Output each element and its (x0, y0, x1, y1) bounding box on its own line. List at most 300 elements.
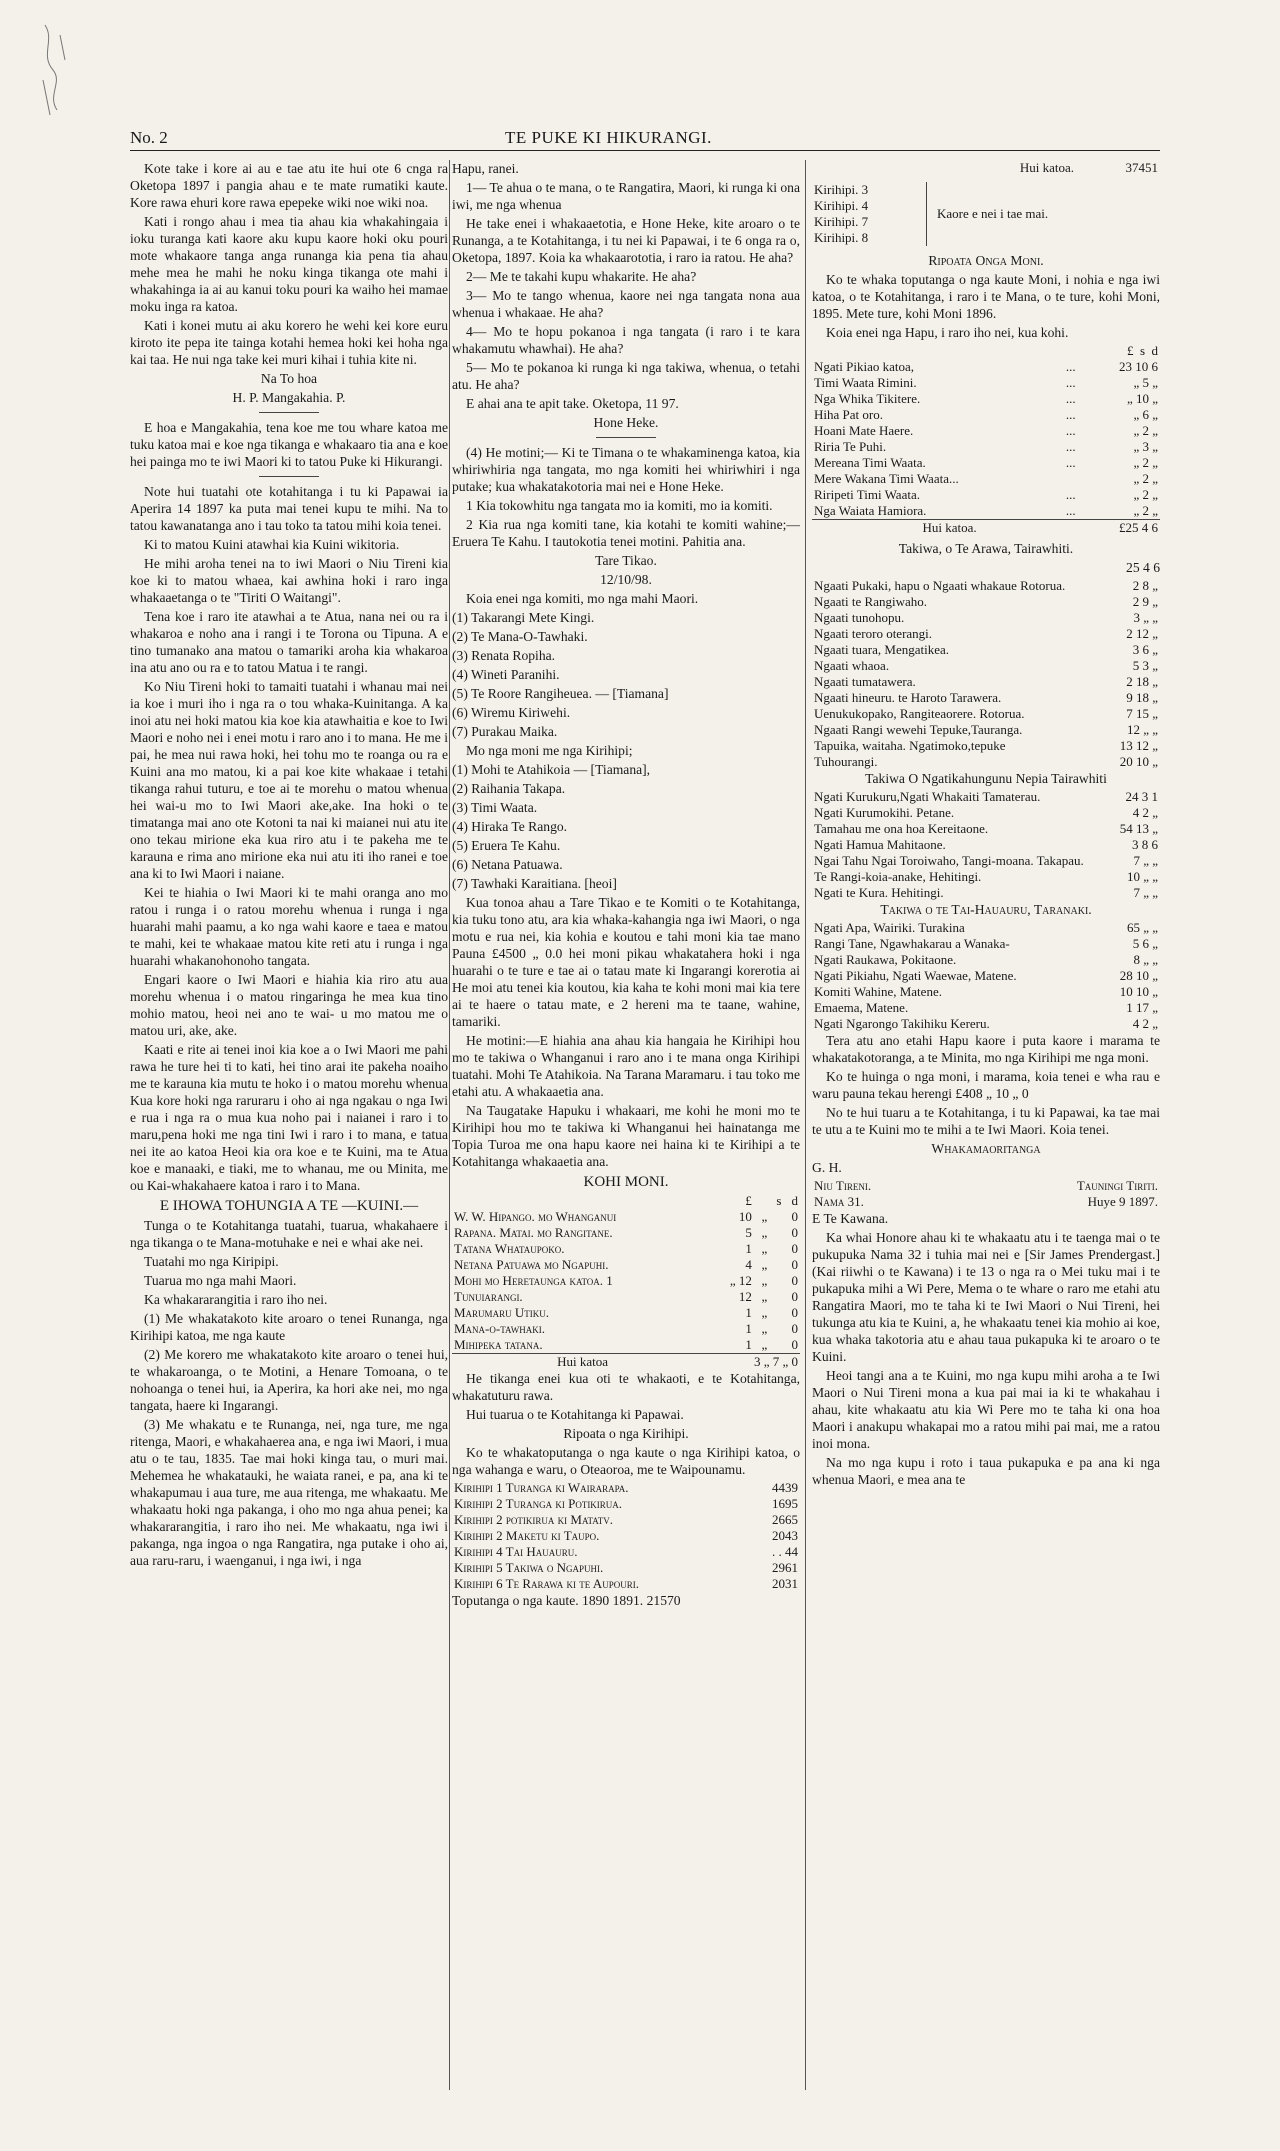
table-row (812, 738, 1160, 754)
amount-cell: 1 17 „ (1126, 1000, 1158, 1015)
sep-cell: „ (761, 1241, 768, 1256)
name-cell: Ngati Hamua Mahitaone. (814, 837, 946, 852)
name-cell: Ngaati tunohopu. (814, 610, 905, 625)
name-cell: Kirihipi 1 Turanga ki Wairarapa. (454, 1480, 629, 1495)
paragraph: 1 Kia tokowhitu nga tangata mo ia komiti, mo ia komiti. (466, 498, 773, 513)
table-row (452, 1576, 800, 1592)
table-row (452, 1512, 800, 1528)
name-cell: Kirihipi 2 Turanga ki Potikirua. (454, 1496, 623, 1511)
list-item: (5) Te Roore Rangiheuea. — [Tiamana] (452, 686, 669, 701)
shilling-cell (769, 1257, 783, 1273)
name-cell: Ngati Pikiahu, Ngati Waewae, Matene. (814, 968, 1017, 983)
table-row (452, 1496, 800, 1512)
value-cell: 2961 (772, 1560, 798, 1575)
list-item: Kirihipi. 7 (814, 214, 869, 229)
signature-date: 12/10/98. (600, 572, 652, 587)
kohi-moni-heading: KOHI MONI. (583, 1174, 669, 1190)
table-row (452, 1321, 800, 1337)
paragraph: 1— Te ahua o te mana, o te Rangatira, Maori, ki runga ki ona iwi, me nga whenua (452, 180, 800, 212)
amount-cell: „ 2 „ (1133, 471, 1158, 486)
name-cell: Mohi mo Heretaunga katoa. 1 (454, 1273, 613, 1288)
kirihipi-missing (812, 182, 1160, 246)
header-cell: d (791, 1193, 798, 1208)
name-cell: Kirihipi 2 Maketu ki Taupo. (454, 1528, 600, 1543)
amount-cell: 2 12 „ (1126, 626, 1158, 641)
table-row (452, 1528, 800, 1544)
money-table (812, 343, 1160, 536)
table-row (812, 1016, 1160, 1032)
paragraph: He take enei i whakaaetotia, e Hone Heke, kite aroaro o te Runanga, a te Kotahitanga, i tu nei ki Papawai, i te 6 onga ra o, Oketopa, 1897. Koia ka whakaarototia, i raro ia ratou. He aha? (452, 216, 800, 265)
list-item: (3) Timi Waata. (452, 800, 538, 815)
list-item: Ka whakararangitia i raro iho nei. (144, 1292, 328, 1307)
name-cell: Nga Waiata Hamiora. (814, 503, 927, 518)
amount-cell: 7 „ „ (1133, 853, 1158, 868)
list-item: (2) Raihania Takapa. (452, 781, 566, 796)
table-row (812, 920, 1160, 936)
table-row (812, 869, 1160, 885)
amount-cell: „ 2 „ (1133, 455, 1158, 470)
paragraph: Ko te whaka toputanga o nga kaute Moni, i nohia e nga iwi katoa, o te Kotahitanga, i raro i te Mana, o te ture, kohi Moni, 1895. Mete ture, kohi Moni 1896. (812, 272, 1160, 321)
amount-cell: „ 10 „ (1126, 391, 1158, 406)
name-cell: Ngati Raukawa, Pokitaone. (814, 952, 957, 967)
paragraph: 3— Mo te tango whenua, kaore nei nga tangata nona aua whenua i whakaae. He aha? (452, 288, 800, 320)
column-rule (805, 160, 806, 2090)
list-item: (4) Hiraka Te Rango. (452, 819, 568, 834)
hui-katoa-row (812, 160, 1160, 176)
paragraph: 5— Mo te pokanoa ki runga ki nga takiwa, whenua, o tetahi atu. He aha? (452, 360, 800, 392)
amount-cell: 12 „ „ (1126, 722, 1158, 737)
column-2 (452, 160, 800, 2120)
pound-cell: „ 12 (729, 1273, 752, 1288)
takiwa-arawa-table (812, 578, 1160, 770)
table-row (452, 1273, 800, 1289)
paragraph: 2 Kia rua nga komiti tane, kia kotahi te komiti wahine;— Eruera Te Kahu. I tautokotia tenei motini. Pahitia ana. (452, 517, 800, 549)
name-cell: Uenukukopako, Rangiteaorere. Rotorua. (814, 706, 1025, 721)
signature-name: Hone Heke. (593, 415, 659, 430)
name-cell: Tapuika, waitaha. Ngatimoko,tepuke (814, 738, 1006, 753)
amount-cell: 10 10 „ (1119, 984, 1158, 999)
table-row (812, 968, 1160, 984)
amount-cell: 10 „ „ (1126, 869, 1158, 884)
name-cell: Ngati te Kura. Hehitingi. (814, 885, 944, 900)
amount-cell: 5 3 „ (1132, 658, 1158, 673)
sub-heading: Ripoata o nga Kirihipi. (563, 1426, 689, 1441)
table-header (452, 1193, 800, 1209)
name-cell: Ngaati teroro oterangi. (814, 626, 933, 641)
table-row (812, 439, 1160, 455)
table-row (812, 503, 1160, 520)
value-cell: . . 44 (772, 1544, 798, 1559)
table-row (812, 471, 1160, 487)
table-row (812, 690, 1160, 706)
hui-value: 37451 (1125, 160, 1158, 175)
paragraph: Na mo nga kupu i roto i taua pukapuka e pa ana ki nga whenua Maori, e mea ana te (812, 1455, 1160, 1487)
paragraph: Ko Niu Tireni hoki to tamaiti tuatahi i whanau mai nei ia koe i muri iho i nga ra o tou whaka-Kuinitanga. A ka inoi atu nei hoki matou kia koe kia atawhaitia e koe to Iwi Maori e noho nei i enei motu i raro ano i to mana. He me i pai, he mea nui rawa hoki, hei tohu mo te roanga ou ra e Kuini ana mo matou, ki a pai koe kite whakaae i tetahi tikanga rahui tuturu, e toe ai te morehu o matou whenua hei wai-u mo to Iwi Maori ake,ake. Ina hoki o te timatanga mai ano ote Kotoni ta nai ki maianei nui atu ite ono tekau mirione eka kua riro atu i te pakeha me te karauna e rima ano mirione eka nui atu iti iho ranei e toe ana ki to Iwi Maori i naiane. (130, 679, 448, 881)
name-cell: Hiha Pat oro. (814, 407, 883, 422)
name-cell: Ngaati hineuru. te Haroto Tarawera. (814, 690, 1002, 705)
paragraph: Ka whai Honore ahau ki te whakaatu atu i te taenga mai o te pukupuka Nama 32 i tuhia mai nei e [Sir James Prendergast.] (Kai riiwhi o te Kawana) i te 13 o nga ra o Mei tuku mai i te pukapuka mihi a Wi Pere, Mema o te whare o raro me etahi atu Rangatira Maori, mo te taha ki te Iwi Maori o Nui Tireni, hei tukunga atu kia te Kuini, a, he whakaatu tenei kia mohio ai koe, kua whaka takotoria atu e ahau taua pukapuka ki te aroaro o te Kuini. (812, 1230, 1160, 1364)
place: Niu Tireni. (814, 1178, 872, 1193)
table-row (812, 642, 1160, 658)
pence-cell: 0 (791, 1257, 798, 1272)
name-cell: Marumaru Utiku. (454, 1305, 549, 1320)
pound-cell: 10 (738, 1209, 752, 1224)
date: Huye 9 1897. (1087, 1194, 1158, 1209)
table-row (812, 674, 1160, 690)
value-cell: 2031 (772, 1576, 798, 1591)
name-cell: Tuhourangi. (814, 754, 878, 769)
table-row (812, 853, 1160, 869)
pence-cell: 0 (791, 1305, 798, 1320)
sep-cell: „ (761, 1257, 768, 1272)
pound-cell: 1 (745, 1305, 752, 1320)
sub-heading: Takiwa O Ngatikahungunu Nepia Tairawhiti (865, 771, 1107, 786)
sub-heading: Whakamaoritanga (931, 1141, 1041, 1156)
table-row (812, 391, 1160, 407)
paragraph: Kei te hiahia o Iwi Maori ki te mahi oranga ano mo ratou i runga i o ratou morehu whenua i runga i nga huarahi mahi paamu, a ko nga wahi kaore e taea e matou te mahi, kei te whakaae matou kite reti atu i runga i nga huarahi whakanohonoho tangata. (130, 885, 448, 968)
paragraph: Kaati e rite ai tenei inoi kia koe a o Iwi Maori me pahi rawa he ture hei ti to kati, hei tino arai ite pakeha noaiho me te karauna kia mutu te hoko i o matou morehu whenua Kua kore hoki nga raruraru i oho ai nga ngakau o nga Iwi e rua i nga ra o mua kua noho pai i naianei i raro i to maru,pena hoki me nga tini Iwi i raro i to mana, e tatua nei ite ao katoa Heoi kia ora koe e te Kuini, ma te Atua koe e manaaki, e tiaki, me to whanau, me ou Minita, me ou Kai-whakahaere katoa i raro i to Mana. (130, 1042, 448, 1193)
dots-cell: ... (1065, 423, 1076, 438)
name-cell: Ngaati Rangi wewehi Tepuke,Tauranga. (814, 722, 1023, 737)
takiwa-kahungunu-table (812, 789, 1160, 901)
list-item: (7) Purakau Maika. (452, 724, 558, 739)
signature-name: Tare Tikao. (595, 553, 657, 568)
name-cell: Ngati Kurumokihi. Petane. (814, 805, 955, 820)
name-cell: Kirihipi 5 Takiwa o Ngapuhi. (454, 1560, 604, 1575)
table-row (812, 594, 1160, 610)
page-header (130, 128, 1160, 151)
name-cell: Ngaati tumatawera. (814, 674, 916, 689)
name-cell: Ngaati Pukaki, hapu o Ngaati whakaue Rotorua. (814, 578, 1066, 593)
signature-name: H. P. Mangakahia. P. (232, 390, 346, 405)
name-cell: Kirihipi 4 Tai Hauauru. (454, 1544, 578, 1559)
name-cell: Tamahau me ona hoa Kereitaone. (814, 821, 989, 836)
paragraph: 4— Mo te hopu pokanoa i nga tangata (i raro i te kara whakamutu whawhai). He aha? (452, 324, 800, 356)
table-row (812, 706, 1160, 722)
paragraph: He tikanga enei kua oti te whakaoti, e te Kotahitanga, whakatuturu rawa. (452, 1371, 800, 1403)
amount-cell: „ 2 „ (1133, 487, 1158, 502)
table-row (812, 359, 1160, 375)
paragraph: He motini:—E hiahia ana ahau kia hangaia he Kirihipi hou mo te takiwa o Whanganui i raro ano i te mana onga Kirihipi tuatahi. Mohi Te Atahikoia. Na Tarana Maramaru. i tau toko me etahi atu. A whakaaetia ana. (452, 1033, 800, 1099)
pound-cell: 12 (738, 1289, 752, 1304)
dots-cell: ... (1065, 407, 1076, 422)
name-cell: Rangi Tane, Ngawhakarau a Wanaka- (814, 936, 1010, 951)
table-row (812, 578, 1160, 594)
amount-cell: „ 5 „ (1133, 375, 1158, 390)
header-cell: s (776, 1193, 782, 1208)
table-row (812, 487, 1160, 503)
table-total-row (812, 520, 1160, 537)
amount-cell: 5 6 „ (1132, 936, 1158, 951)
paragraph: No te hui tuaru a te Kotahitanga, i tu ki Papawai, ka tae mai te utu a te Kuini mo te mihi a te Iwi Maori. Koia tenei. (812, 1105, 1160, 1137)
name-cell: Ngaati te Rangiwaho. (814, 594, 927, 609)
name-cell: Ngaati whaoa. (814, 658, 890, 673)
table-row (812, 821, 1160, 837)
sep-cell: „ (761, 1225, 768, 1240)
list-item: (1) Takarangi Mete Kingi. (452, 610, 595, 625)
shilling-cell (769, 1337, 783, 1354)
table-row (812, 1000, 1160, 1016)
paragraph: Note hui tuatahi ote kotahitanga i tu ki Papawai ia Aperira 14 1897 ka puta mai tenei kupu te mihi. Na to tatou kawanatanga ano i tau toko ta tatou mihi koia tenei. (130, 484, 448, 533)
pound-cell: 1 (745, 1241, 752, 1256)
paragraph: Na Taugatake Hapuku i whakaari, me kohi he moni mo te Kirihipi hou mo te takiwa ki Whanganui hei hainatanga me Topia Turoa me ona hapu kaore nei haina ki te Kirihipi a te Kotahitanga whakaaetia ana. (452, 1103, 800, 1169)
paragraph: Ko te whakatoputanga o nga kaute o nga Kirihipi katoa, o nga wahanga e waru, o Oteaoroa, me te Waipounamu. (452, 1445, 800, 1477)
table-row (812, 455, 1160, 471)
name-cell: Mana-o-tawhaki. (454, 1321, 546, 1336)
shilling-cell (769, 1225, 783, 1241)
paragraph: Kote take i kore ai au e tae atu ite hui ote 6 cnga ra Oketopa 1897 i pangia ahau e te mate rumatiki kaute. Kore rawa ehuri kore rawa epepeke wiki noe wiki noa. (130, 161, 448, 210)
name-cell: Mereana Timi Waata. (814, 455, 926, 470)
salutation: E Te Kawana. (812, 1211, 889, 1226)
amount-cell: 3 8 6 (1132, 837, 1158, 852)
amount-cell: 3 „ „ (1133, 610, 1158, 625)
header-cell: £ s d (1126, 343, 1158, 358)
table-row (452, 1305, 800, 1321)
list-item: Tuarua mo nga mahi Maori. (144, 1273, 297, 1288)
paragraph: 2— Me te takahi kupu whakarite. He aha? (466, 269, 697, 284)
sep-cell: „ (761, 1305, 768, 1320)
kirihipi-total: Toputanga o nga kaute. 1890 1891. 21570 (452, 1593, 681, 1608)
list-item: Kirihipi. 3 (814, 182, 869, 197)
table-row (812, 837, 1160, 853)
amount-cell: 23 10 6 (1119, 359, 1158, 374)
sep-cell: „ (761, 1289, 768, 1304)
shilling-cell (769, 1241, 783, 1257)
carry-value: 25 4 6 (1126, 560, 1160, 575)
amount-cell: „ 3 „ (1133, 439, 1158, 454)
list-item: (4) Wineti Paranihi. (452, 667, 560, 682)
paragraph: Heoi tangi ana a te Kuini, mo nga kupu mihi aroha a te Iwi Maori o Nui Tireni mona a kua pai mai ia ki te whakahau i ahau, kite whakaatu atu kia Wi Pere mo te taha ki ona hoa Maori i anakupu whakapai mo a ratou mihi pai mai, me a ratou inoi mona. (812, 1368, 1160, 1451)
column-3 (812, 160, 1160, 2120)
name-cell: Ngati Pikiao katoa, (814, 359, 915, 374)
paragraph: Hui tuarua o te Kotahitanga ki Papawai. (466, 1407, 684, 1422)
paragraph: E hoa e Mangakahia, tena koe me tou whare katoa me tuku katoa mai e koe nga tikanga e whakaaro tia ana e koe hei painga mo te iwi Maori ki to tatou Puke ki Hikurangi. (130, 420, 448, 469)
value-cell: 2665 (772, 1512, 798, 1527)
dots-cell: ... (1065, 375, 1076, 390)
paragraph: Kati i rongo ahau i mea tia ahau kia whakahingaia i ioku turanga kati kaore aku kupu kaore hoki oku pouri mote whakaore tanga anga runanga kia pena tia ahau mehe mea he mahi he noku kinga tikanga ote mahi i whakahinga ia ai au kanui toku pouri ka waiho hei mamae moku inga ra katoa. (130, 214, 448, 314)
name-cell: Mere Wakana Timi Waata... (814, 471, 959, 486)
table-row (452, 1337, 800, 1354)
masthead: TE PUKE KI HIKURANGI. (505, 128, 712, 147)
table-row (812, 375, 1160, 391)
divider (596, 437, 656, 438)
table-row (452, 1241, 800, 1257)
total-label: Hui katoa. (812, 520, 1087, 537)
sub-heading: Ripoata Onga Moni. (928, 253, 1044, 268)
amount-cell: 28 10 „ (1119, 968, 1158, 983)
name-cell: Kirihipi 2 potikirua ki Matatv. (454, 1512, 613, 1527)
paragraph: Tena koe i raro ite atawhai a te Atua, nana nei ou ra i whakaroa e noho ana i rangi i te Torona ou Tipuna. A e tino tumanako ana matou o tamariki aroha kia whakaroa ina atu ano ou ra e to tatou Matua i te rangi. (130, 609, 448, 675)
table-row (452, 1480, 800, 1496)
name-cell: Nga Whika Tikitere. (814, 391, 921, 406)
kohi-moni-table (452, 1193, 800, 1370)
number: Nama 31. (814, 1194, 864, 1209)
hui-label: Hui katoa. (1019, 160, 1074, 175)
shilling-cell (769, 1273, 783, 1289)
table-row (452, 1257, 800, 1273)
kirihipi-table (452, 1480, 800, 1592)
list-item: Kirihipi. 8 (814, 230, 869, 245)
table-row (812, 626, 1160, 642)
name-cell: Ngati Kurukuru,Ngati Whakaiti Tamaterau. (814, 789, 1041, 804)
column-rule (449, 160, 450, 2090)
list-item: (6) Netana Patuawa. (452, 857, 563, 872)
value-cell: 1695 (772, 1496, 798, 1511)
list-item: (6) Wiremu Kiriwehi. (452, 705, 571, 720)
paragraph: Engari kaore o Iwi Maori e hiahia kia riro atu aua morehu whenua i o matou ringaringa he mea kua tino mohio matou, heoi nei ano te wai- u mo matou me o matou uri, ake, ake. (130, 972, 448, 1038)
name-cell: Ngaati tuara, Mengatikea. (814, 642, 949, 657)
name-cell: Te Rangi-koia-anake, Hehitingi. (814, 869, 982, 884)
amount-cell: 54 13 „ (1119, 821, 1158, 836)
list-item: (5) Eruera Te Kahu. (452, 838, 561, 853)
list-item: Kirihipi. 4 (814, 198, 869, 213)
shilling-cell (769, 1209, 783, 1225)
paragraph: Tera atu ano etahi Hapu kaore i puta kaore i marama te whakatakotoranga, a te Minita, mo nga Kirihipi me nga moni. (812, 1033, 1160, 1065)
sep-cell: „ (761, 1321, 768, 1336)
table-total-row (452, 1354, 800, 1371)
name-cell: Kirihipi 6 Te Rarawa ki te Aupouri. (454, 1576, 639, 1591)
table-row (812, 423, 1160, 439)
table-row (812, 952, 1160, 968)
name-cell: Rapana. Matai. mo Rangitane. (454, 1225, 613, 1240)
total-value: £25 4 6 (1087, 520, 1160, 537)
table-row (452, 1544, 800, 1560)
table-row (812, 984, 1160, 1000)
paragraph: (4) He motini;— Ki te Timana o te whakaminenga katoa, kia whiriwhiria nga tangata, mo nga komiti hei whiriwhiri i nga putake; kua whakatakotoria mai nei e Hone Heke. (452, 445, 800, 494)
amount-cell: 7 „ „ (1133, 885, 1158, 900)
paragraph: Koia enei nga komiti, mo nga mahi Maori. (466, 591, 699, 606)
name-cell: W. W. Hipango. mo Whanganui (454, 1209, 617, 1224)
amount-cell: 24 3 1 (1125, 789, 1158, 804)
paragraph: (2) Me korero me whakatakoto kite aroaro o tenei hui, te whakaroanga, o te Motini, a Henare Tomoana, o te nohoanga o tenei hui, ia Aperira, ka hori ake nei, mo nga tangata, haere ki Ingarangi. (130, 1347, 448, 1413)
name-cell: Mihipeka tatana. (454, 1337, 543, 1352)
amount-cell: 8 „ „ (1133, 952, 1158, 967)
dots-cell: ... (1065, 359, 1076, 374)
divider (259, 412, 319, 413)
column-1 (130, 160, 448, 2120)
list-item: (2) Te Mana-O-Tawhaki. (452, 629, 588, 644)
table-row (812, 658, 1160, 674)
dots-cell: ... (1065, 391, 1076, 406)
amount-cell: 4 2 „ (1132, 1016, 1158, 1031)
name-cell: Tunuiarangi. (454, 1289, 523, 1304)
table-header (812, 343, 1160, 359)
pound-cell: 4 (745, 1257, 752, 1272)
amount-cell: 4 2 „ (1132, 805, 1158, 820)
total-value: 3 „ 7 „ 0 (713, 1354, 800, 1371)
amount-cell: 65 „ „ (1126, 920, 1158, 935)
pence-cell: 0 (791, 1337, 798, 1352)
pence-cell: 0 (791, 1273, 798, 1288)
letter-header (812, 1178, 1160, 1210)
table-row (812, 936, 1160, 952)
table-row (812, 805, 1160, 821)
table-row (452, 1560, 800, 1576)
name-cell: Komiti Wahine, Matene. (814, 984, 942, 999)
pence-cell: 0 (791, 1209, 798, 1224)
pound-cell: 5 (745, 1225, 752, 1240)
initials: G. H. (812, 1160, 842, 1175)
paragraph: Kua tonoa ahau a Tare Tikao e te Komiti o te Kotahitanga, kia tuku tono atu, ara kia whaka-kahangia nga iwi Maori, o nga motu e rua nei, kia kohia e koutou e tahi moni kia tae mano Pauna £4500 „ 0.0 hei moni pikau whakatahera hoki i nga huarahi o te ture e tae ai o tatau mate ki Ingarangi korerotia ai He moi atu tenei kia koutou, kia kaha te kohi moni mai kia tere ai te haere o tatau mate, e 2 hereni ma te taane, wahine, tamariki. (452, 895, 800, 1029)
paragraph: Hapu, ranei. (452, 161, 519, 176)
section-heading: E IHOWA TOHUNGIA A TE —KUINI.— (159, 1198, 419, 1214)
name-cell: Timi Waata Rimini. (814, 375, 917, 390)
paragraph: Mo nga moni me nga Kirihipi; (466, 743, 633, 758)
list-item: (1) Mohi te Atahikoia — [Tiamana], (452, 762, 651, 777)
table-row (812, 407, 1160, 423)
list-item: (7) Tawhaki Karaitiana. [heoi] (452, 876, 617, 891)
paragraph: Ki to matou Kuini atawhai kia Kuini wikitoria. (144, 537, 400, 552)
paragraph: (1) Me whakatakoto kite aroaro o tenei Runanga, nga Kirihipi katoa, me nga kaute (130, 1311, 448, 1343)
paragraph: E ahai ana te apit take. Oketopa, 11 97. (466, 396, 679, 411)
pound-cell: 1 (745, 1321, 752, 1336)
amount-cell: „ 2 „ (1133, 503, 1158, 518)
table-row (812, 610, 1160, 626)
paragraph: Ko te huinga o nga moni, i marama, koia tenei e wha rau e waru pauna tekau herengi £408 „ 10 „ 0 (812, 1069, 1160, 1101)
table-row (812, 722, 1160, 738)
signature-line: Na To hoa (260, 371, 318, 386)
paragraph: He mihi aroha tenei na to iwi Maori o Niu Tireni kia koe ki to matou whaea, kai awhina hoki i raro inga whakaaetanga o te "Tiriti O Waitangi". (130, 556, 448, 605)
sub-heading: Takiwa, o Te Arawa, Tairawhiti. (898, 541, 1074, 556)
list-item: (3) Renata Ropiha. (452, 648, 556, 663)
takiwa-hauauru-table (812, 920, 1160, 1032)
sep-cell: „ (761, 1273, 768, 1288)
paragraph: Kati i konei mutu ai aku korero he wehi kei kore euru kiroto ite pepa ite tainga kotahi hemea hoki kei hoha nga kai taa. He nui nga take kei muri kihai i tuhia kite ni. (130, 318, 448, 367)
sep-cell: „ (761, 1337, 768, 1352)
table-row (452, 1225, 800, 1241)
margin-scribble-icon (35, 20, 75, 130)
shilling-cell (769, 1321, 783, 1337)
name-cell: Emaema, Matene. (814, 1000, 909, 1015)
name-cell: Netana Patuawa mo Ngapuhi. (454, 1257, 609, 1272)
total-label: Hui katoa (452, 1354, 713, 1371)
amount-cell: 2 18 „ (1126, 674, 1158, 689)
amount-cell: 3 6 „ (1132, 642, 1158, 657)
table-row (452, 1209, 800, 1225)
paragraph: Tunga o te Kotahitanga tuatahi, tuarua, whakahaere i nga tikanga o te Mana-motuhake e nei e whai ake nei. (130, 1218, 448, 1250)
amount-cell: 13 12 „ (1119, 738, 1158, 753)
shilling-cell (769, 1305, 783, 1321)
paragraph: (3) Me whakatu e te Runanga, nei, nga ture, me nga ritenga, Maori, e whakahaerea ana, e nga iwi Maori, i mua atu o te tau, 1835. Tae mai hoki kinga tau, o muri mai. Mehemea he whakatauki, he waiata ranei, e pa, ana ki te whakapumau i aua ture, me aua ritenga, me whakaatu. Me whakaatu hoki nga pakanga, i oho mo nga ahua penei; ka whakararangitia, i raro iho nei. Me whakaatu, nga iwi i pakanga, nga ingoa o nga Rangatira, nga putake i oho ai, aua raru-raru, i waenganui, i nga iwi, i nga (130, 1417, 448, 1568)
pence-cell: 0 (791, 1321, 798, 1336)
place-right: Tauningi Tiriti. (1076, 1178, 1158, 1193)
sub-heading: Takiwa o te Tai-Hauauru, Taranaki. (880, 902, 1092, 917)
table-row (452, 1289, 800, 1305)
table-row (812, 885, 1160, 901)
amount-cell: 2 8 „ (1132, 578, 1158, 593)
table-row (812, 789, 1160, 805)
amount-cell: 7 15 „ (1126, 706, 1158, 721)
name-cell: Ngati Apa, Wairiki. Turakina (814, 920, 965, 935)
name-cell: Hoani Mate Haere. (814, 423, 914, 438)
dots-cell (1064, 471, 1087, 487)
amount-cell: 2 9 „ (1132, 594, 1158, 609)
list-item: Tuatahi mo nga Kiripipi. (144, 1254, 279, 1269)
name-cell: Tatana Whataupoko. (454, 1241, 565, 1256)
paragraph: Koia enei nga Hapu, i raro iho nei, kua kohi. (826, 325, 1069, 340)
shilling-cell (769, 1289, 783, 1305)
header-cell: £ (745, 1193, 752, 1208)
dots-cell: ... (1065, 455, 1076, 470)
value-cell: 4439 (772, 1480, 798, 1495)
dots-cell: ... (1065, 503, 1076, 518)
amount-cell: „ 6 „ (1133, 407, 1158, 422)
table-row (812, 754, 1160, 770)
pence-cell: 0 (791, 1289, 798, 1304)
value-cell: 2043 (772, 1528, 798, 1543)
amount-cell: 9 18 „ (1126, 690, 1158, 705)
amount-cell: 20 10 „ (1119, 754, 1158, 769)
